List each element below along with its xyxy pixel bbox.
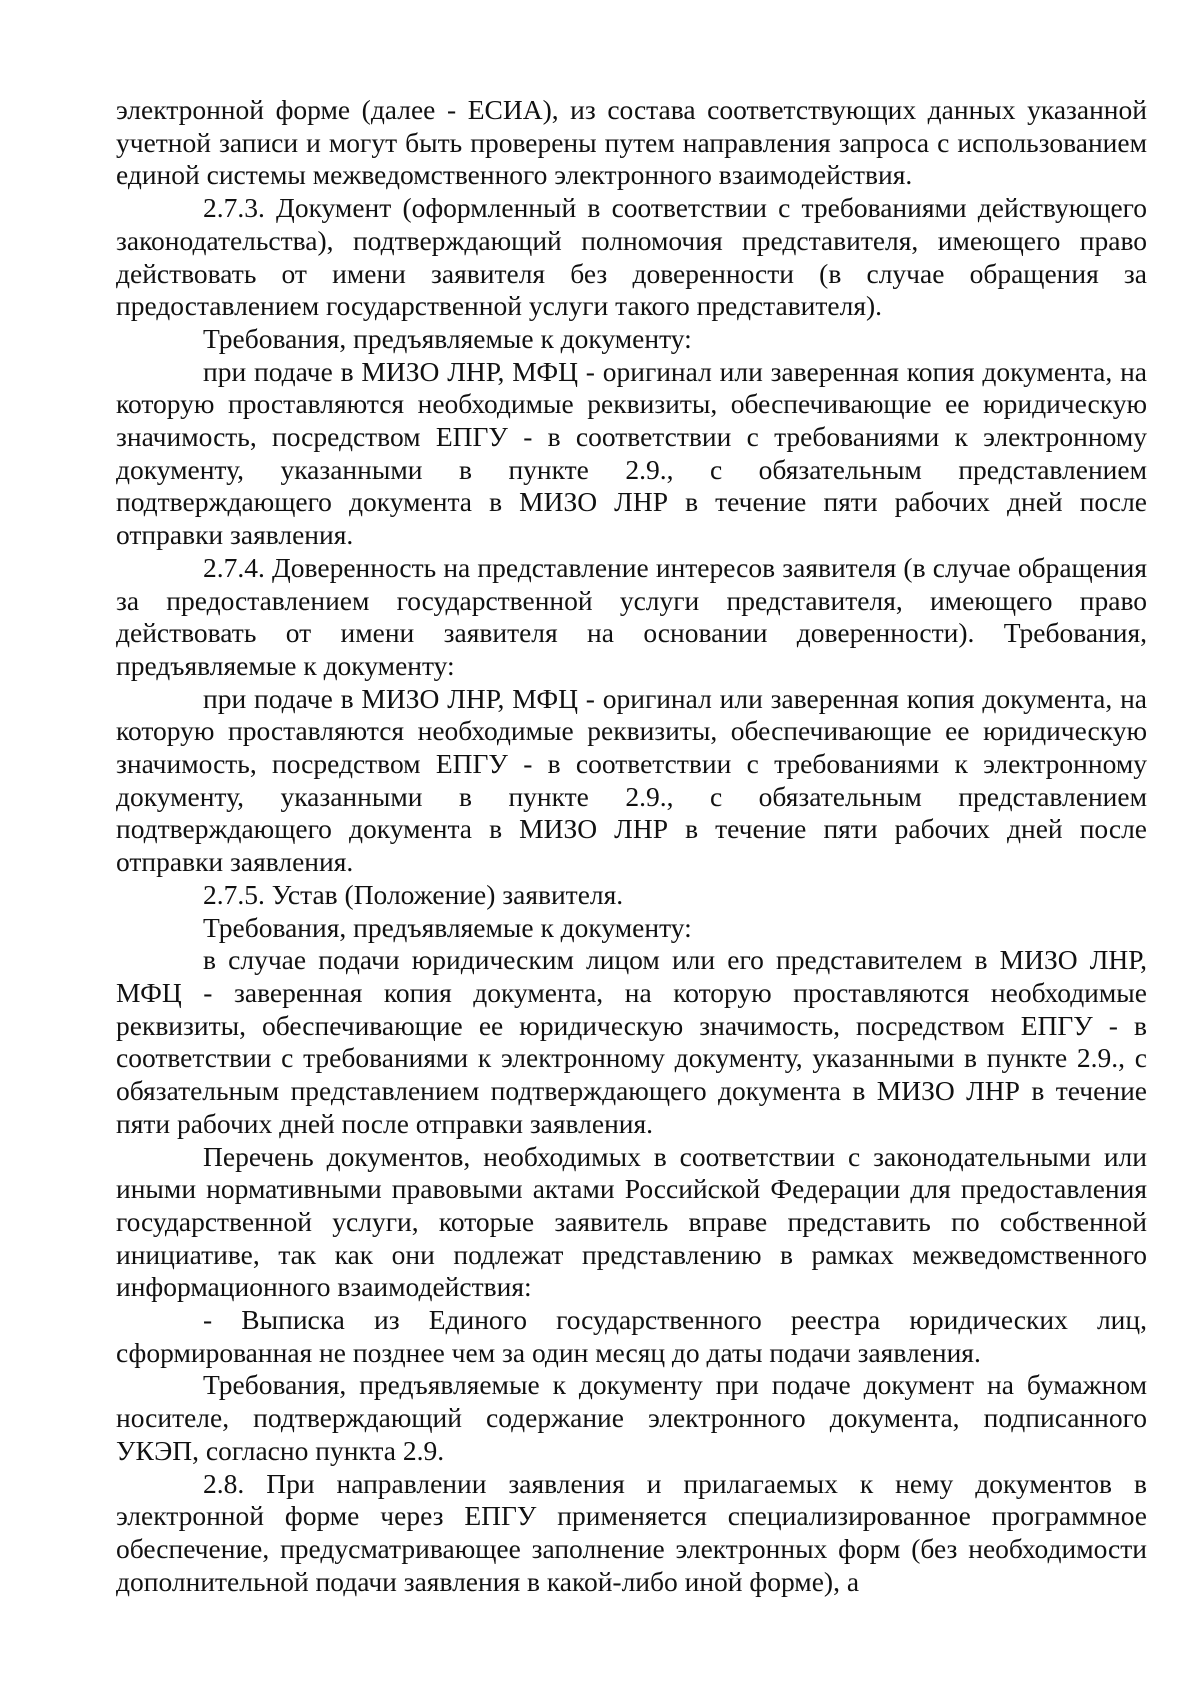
paragraph-2-7-3: 2.7.3. Документ (оформленный в соответствии с требованиями действующего законодательства), подтверждающий полномочия представителя, имеющего право действовать от имени заявителя без доверенности (в случае обращения за предоставлением государственной услуги такого представителя). [116, 192, 1147, 322]
paragraph-paper-requirements: Требования, предъявляемые к документу при подаче документ на бумажном носителе, подтверждающий содержание электронного документа, подписанного УКЭП, согласно пункта 2.9. [116, 1369, 1147, 1466]
document-body [116, 94, 1147, 1598]
paragraph-submission-2-7-5: в случае подачи юридическим лицом или его представителем в МИЗО ЛНР, МФЦ - заверенная копия документа, на которую проставляются необходимые реквизиты, обеспечивающие ее юридическую значимость, посредством ЕПГУ - в соответствии с требованиями к электронному документу, указанными в пункте 2.9., с обязательным представлением подтверждающего документа в МИЗО ЛНР в течение пяти рабочих дней после отправки заявления. [116, 944, 1147, 1139]
paragraph-submission-2-7-4: при подаче в МИЗО ЛНР, МФЦ - оригинал или заверенная копия документа, на которую проставляются необходимые реквизиты, обеспечивающие ее юридическую значимость, посредством ЕПГУ - в соответствии с требованиями к электронному документу, указанными в пункте 2.9., с обязательным представлением подтверждающего документа в МИЗО ЛНР в течение пяти рабочих дней после отправки заявления. [116, 682, 1147, 878]
paragraph-egrul-extract: - Выписка из Единого государственного реестра юридических лиц, сформированная не позднее чем за один месяц до даты подачи заявления. [116, 1304, 1147, 1368]
paragraph-2-8: 2.8. При направлении заявления и прилагаемых к нему документов в электронной форме через ЕПГУ применяется специализированное программное обеспечение, предусматривающее заполнение электронных форм (без необходимости дополнительной подачи заявления в какой-либо иной форме), а [116, 1467, 1147, 1597]
paragraph-2-7-4: 2.7.4. Доверенность на представление интересов заявителя (в случае обращения за предоставлением государственной услуги представителя, имеющего право действовать от имени заявителя на основании доверенности). Требования, предъявляемые к документу: [116, 551, 1147, 681]
paragraph-esia-continuation: электронной форме (далее - ЕСИА), из состава соответствующих данных указанной учетной записи и могут быть проверены путем направления запроса с использованием единой системы межведомственного электронного взаимодействия. [116, 94, 1147, 191]
paragraph-submission-2-7-3: при подаче в МИЗО ЛНР, МФЦ - оригинал или заверенная копия документа, на которую проставляются необходимые реквизиты, обеспечивающие ее юридическую значимость, посредством ЕПГУ - в соответствии с требованиями к электронному документу, указанными в пункте 2.9., с обязательным представлением подтверждающего документа в МИЗО ЛНР в течение пяти рабочих дней после отправки заявления. [116, 355, 1147, 551]
paragraph-document-list: Перечень документов, необходимых в соответствии с законодательными или иными нормативными правовыми актами Российской Федерации для предоставления государственной услуги, которые заявитель вправе представить по собственной инициативе, так как они подлежат представлению в рамках межведомственного информационного взаимодействия: [116, 1140, 1147, 1303]
paragraph-2-7-5: 2.7.5. Устав (Положение) заявителя. [203, 878, 624, 910]
paragraph-requirements-2-7-5: Требования, предъявляемые к документу: [203, 911, 692, 943]
paragraph-requirements-2-7-3: Требования, предъявляемые к документу: [203, 322, 692, 354]
